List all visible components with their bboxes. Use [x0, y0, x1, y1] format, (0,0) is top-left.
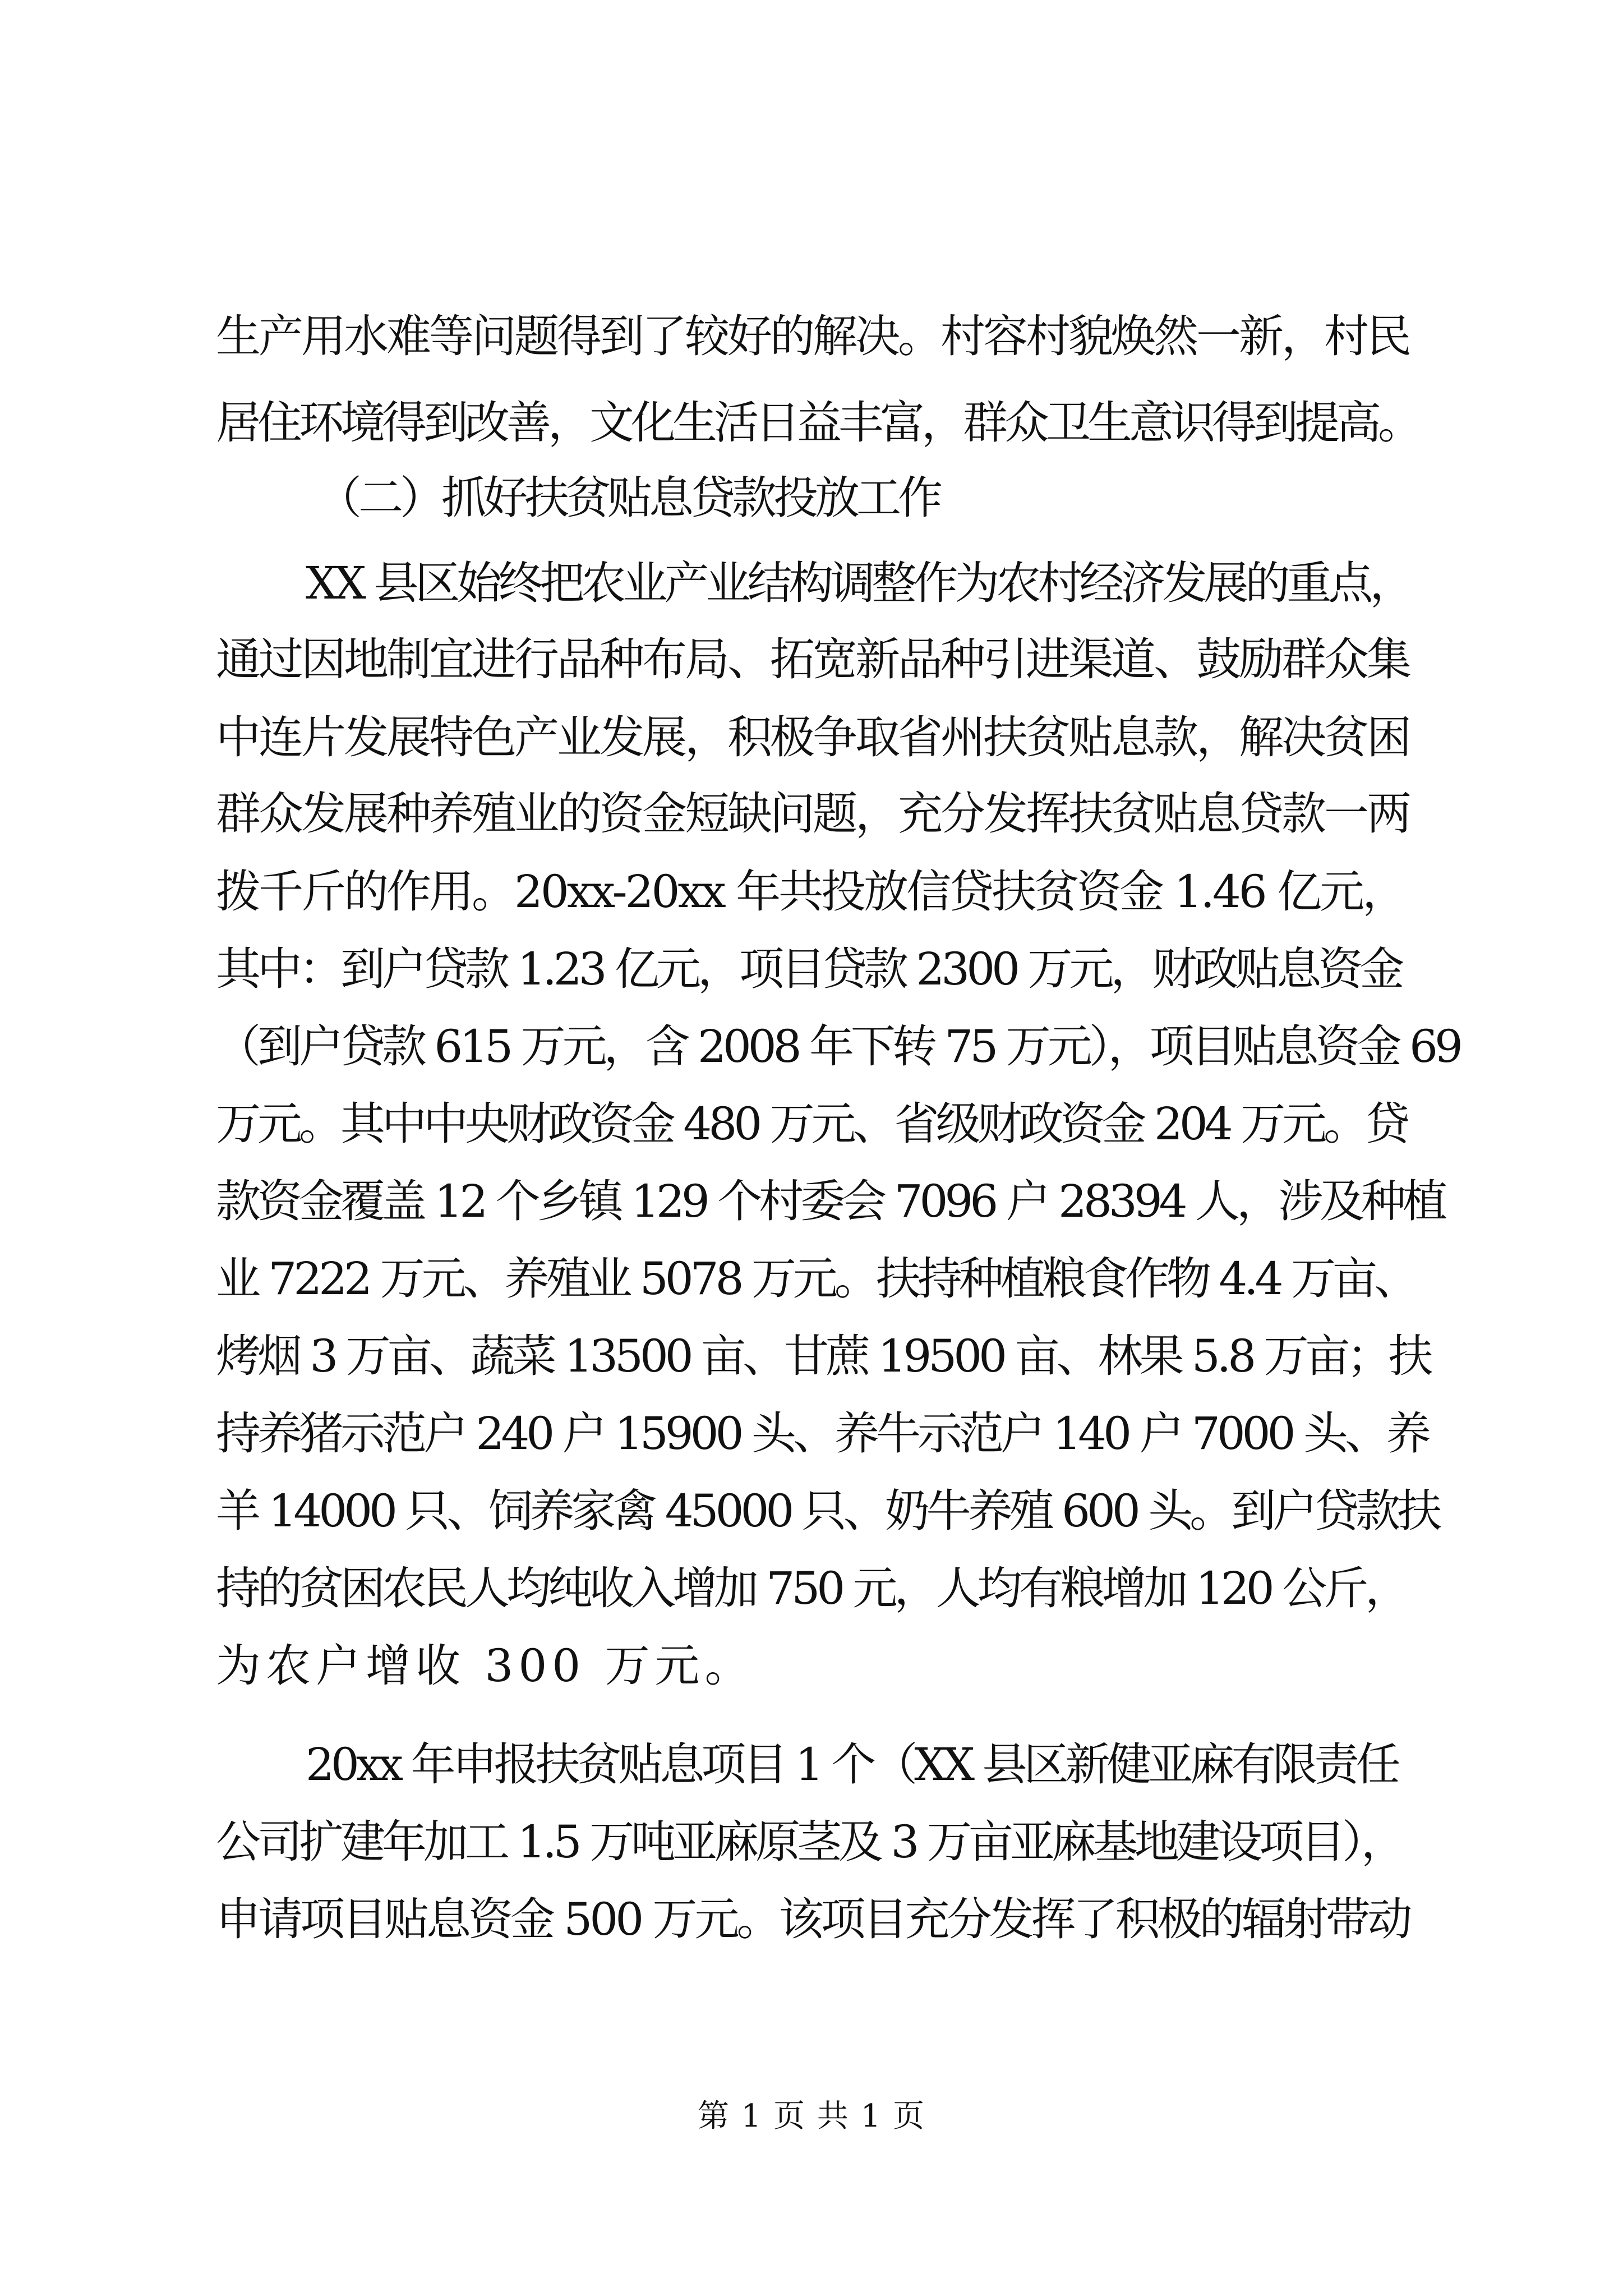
text-line: 公司扩建年加工 1.5 万吨亚麻原茎及 3 万亩亚麻基地建设项目），	[216, 1816, 1403, 1868]
text-line: 通过因地制宜进行品种布局、拓宽新品种引进渠道、鼓励群众集	[216, 633, 1409, 685]
paragraph-first-line: 20xx 年申报扶贫贴息项目 1 个（XX 县区新健亚麻有限责任	[306, 1738, 1398, 1791]
text-line: （到户贷款 615 万元，含 2008 年下转 75 万元），项目贴息资金 69	[216, 1020, 1460, 1073]
text-line: 拨千斤的作用。20xx-20xx 年共投放信贷扶贫资金 1.46 亿元，	[216, 866, 1405, 918]
paragraph-first-line: XX 县区始终把农业产业结构调整作为农村经济发展的重点，	[306, 557, 1412, 609]
text-line: 其中：到户贷款 1.23 亿元，项目贷款 2300 万元，财政贴息资金	[216, 943, 1401, 995]
page-footer: 第 1 页 共 1 页	[697, 2098, 926, 2134]
text-line: 持的贫困农民人均纯收入增加 750 元，人均有粮增加 120 公斤，	[216, 1562, 1407, 1614]
section-heading: （二）抓好扶贫贴息贷款投放工作	[317, 472, 939, 524]
text-line: 申请项目贴息资金 500 万元。该项目充分发挥了积极的辐射带动	[216, 1893, 1410, 1945]
text-line: 生产用水难等问题得到了较好的解决。村容村貌焕然一新，村民	[216, 310, 1409, 362]
text-line: 居住环境得到改善，文化生活日益丰富，群众卫生意识得到提高。	[216, 397, 1419, 449]
text-line: 业 7222 万元、养殖业 5078 万元。扶持种植粮食作物 4.4 万亩、	[216, 1253, 1415, 1305]
text-line: 中连片发展特色产业发展，积极争取省州扶贫贴息款，解决贫困	[216, 711, 1409, 763]
text-line: 持养猪示范户 240 户 15900 头、养牛示范户 140 户 7000 头、养	[216, 1407, 1428, 1460]
text-line: 烤烟 3 万亩、蔬菜 13500 亩、甘蔗 19500 亩、林果 5.8 万亩；扶	[216, 1330, 1430, 1382]
text-line: 为农户增收 300 万元。	[216, 1640, 755, 1692]
text-line: 羊 14000 只、饲养家禽 45000 只、奶牛养殖 600 头。到户贷款扶	[216, 1485, 1439, 1537]
text-line: 万元。其中中央财政资金 480 万元、省级财政资金 204 万元。贷	[216, 1098, 1407, 1150]
text-line: 群众发展种养殖业的资金短缺问题，充分发挥扶贫贴息贷款一两	[216, 788, 1409, 840]
text-line: 款资金覆盖 12 个乡镇 129 个村委会 7096 户 28394 人，涉及种植	[216, 1175, 1445, 1227]
